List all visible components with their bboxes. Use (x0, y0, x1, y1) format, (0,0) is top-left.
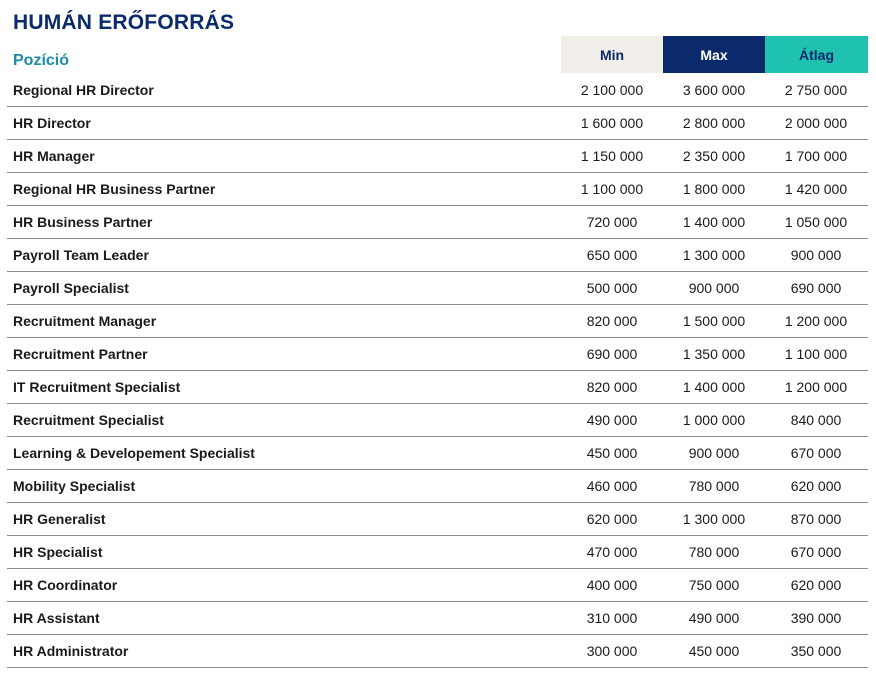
column-header-min: Min (561, 36, 663, 73)
max-cell: 490 000 (688, 610, 740, 626)
avg-cell: 350 000 (790, 643, 842, 659)
table-row (7, 173, 868, 206)
position-cell: Learning & Developement Specialist (13, 445, 255, 461)
max-cell: 900 000 (688, 445, 740, 461)
max-cell: 1 000 000 (682, 412, 746, 428)
max-cell: 1 300 000 (682, 511, 746, 527)
max-cell: 1 300 000 (682, 247, 746, 263)
position-cell: HR Coordinator (13, 577, 118, 593)
avg-cell: 1 700 000 (784, 148, 848, 164)
position-cell: Mobility Specialist (13, 478, 136, 494)
min-cell: 500 000 (586, 280, 638, 296)
max-cell: 2 350 000 (682, 148, 746, 164)
max-cell: 780 000 (688, 544, 740, 560)
position-cell: HR Generalist (13, 511, 106, 527)
table-row (7, 140, 868, 173)
min-cell: 400 000 (586, 577, 638, 593)
min-cell: 720 000 (586, 214, 638, 230)
avg-cell: 870 000 (790, 511, 842, 527)
table-row (7, 470, 868, 503)
avg-cell: 2 000 000 (784, 115, 848, 131)
max-cell: 1 400 000 (682, 379, 746, 395)
position-cell: Regional HR Director (13, 82, 154, 98)
max-cell: 1 800 000 (682, 181, 746, 197)
position-cell: IT Recruitment Specialist (13, 379, 181, 395)
avg-cell: 390 000 (790, 610, 842, 626)
position-cell: Recruitment Manager (13, 313, 157, 329)
table-row (7, 404, 868, 437)
min-cell: 820 000 (586, 313, 638, 329)
table-row (7, 371, 868, 404)
table-row (7, 602, 868, 635)
min-cell: 310 000 (586, 610, 638, 626)
avg-cell: 1 200 000 (784, 379, 848, 395)
min-cell: 2 100 000 (580, 82, 644, 98)
table-row (7, 437, 868, 470)
max-cell: 1 350 000 (682, 346, 746, 362)
table-row (7, 536, 868, 569)
table-row (7, 503, 868, 536)
max-cell: 1 500 000 (682, 313, 746, 329)
position-cell: HR Business Partner (13, 214, 153, 230)
position-cell: Recruitment Specialist (13, 412, 164, 428)
max-cell: 900 000 (688, 280, 740, 296)
min-cell: 820 000 (586, 379, 638, 395)
position-cell: Payroll Specialist (13, 280, 129, 296)
table-row (7, 107, 868, 140)
avg-cell: 1 100 000 (784, 346, 848, 362)
avg-cell: 1 420 000 (784, 181, 848, 197)
min-cell: 690 000 (586, 346, 638, 362)
salary-table (7, 74, 868, 668)
avg-cell: 1 050 000 (784, 214, 848, 230)
table-row (7, 74, 868, 107)
table-row (7, 569, 868, 602)
min-cell: 490 000 (586, 412, 638, 428)
table-row (7, 206, 868, 239)
min-cell: 1 600 000 (580, 115, 644, 131)
position-cell: HR Director (13, 115, 91, 131)
max-cell: 750 000 (688, 577, 740, 593)
position-cell: HR Specialist (13, 544, 103, 560)
max-cell: 780 000 (688, 478, 740, 494)
avg-cell: 620 000 (790, 478, 842, 494)
min-cell: 1 100 000 (580, 181, 644, 197)
page-title: HUMÁN ERŐFORRÁS (13, 11, 235, 34)
position-cell: HR Administrator (13, 643, 129, 659)
position-cell: Payroll Team Leader (13, 247, 149, 263)
table-row (7, 239, 868, 272)
table-row (7, 305, 868, 338)
position-cell: HR Manager (13, 148, 95, 164)
position-cell: Recruitment Partner (13, 346, 148, 362)
column-header-position: Pozíció (13, 52, 70, 69)
max-cell: 1 400 000 (682, 214, 746, 230)
position-cell: Regional HR Business Partner (13, 181, 216, 197)
min-cell: 470 000 (586, 544, 638, 560)
avg-cell: 900 000 (790, 247, 842, 263)
table-row (7, 635, 868, 668)
avg-cell: 670 000 (790, 544, 842, 560)
min-cell: 620 000 (586, 511, 638, 527)
column-header-avg: Átlag (765, 36, 868, 73)
min-cell: 460 000 (586, 478, 638, 494)
table-header (0, 36, 876, 73)
min-cell: 1 150 000 (580, 148, 644, 164)
max-cell: 450 000 (688, 643, 740, 659)
min-cell: 300 000 (586, 643, 638, 659)
avg-cell: 620 000 (790, 577, 842, 593)
min-cell: 650 000 (586, 247, 638, 263)
avg-cell: 670 000 (790, 445, 842, 461)
avg-cell: 690 000 (790, 280, 842, 296)
max-cell: 3 600 000 (682, 82, 746, 98)
avg-cell: 2 750 000 (784, 82, 848, 98)
position-cell: HR Assistant (13, 610, 100, 626)
avg-cell: 1 200 000 (784, 313, 848, 329)
table-row (7, 272, 868, 305)
avg-cell: 840 000 (790, 412, 842, 428)
table-row (7, 338, 868, 371)
column-header-max: Max (663, 36, 765, 73)
max-cell: 2 800 000 (682, 115, 746, 131)
min-cell: 450 000 (586, 445, 638, 461)
